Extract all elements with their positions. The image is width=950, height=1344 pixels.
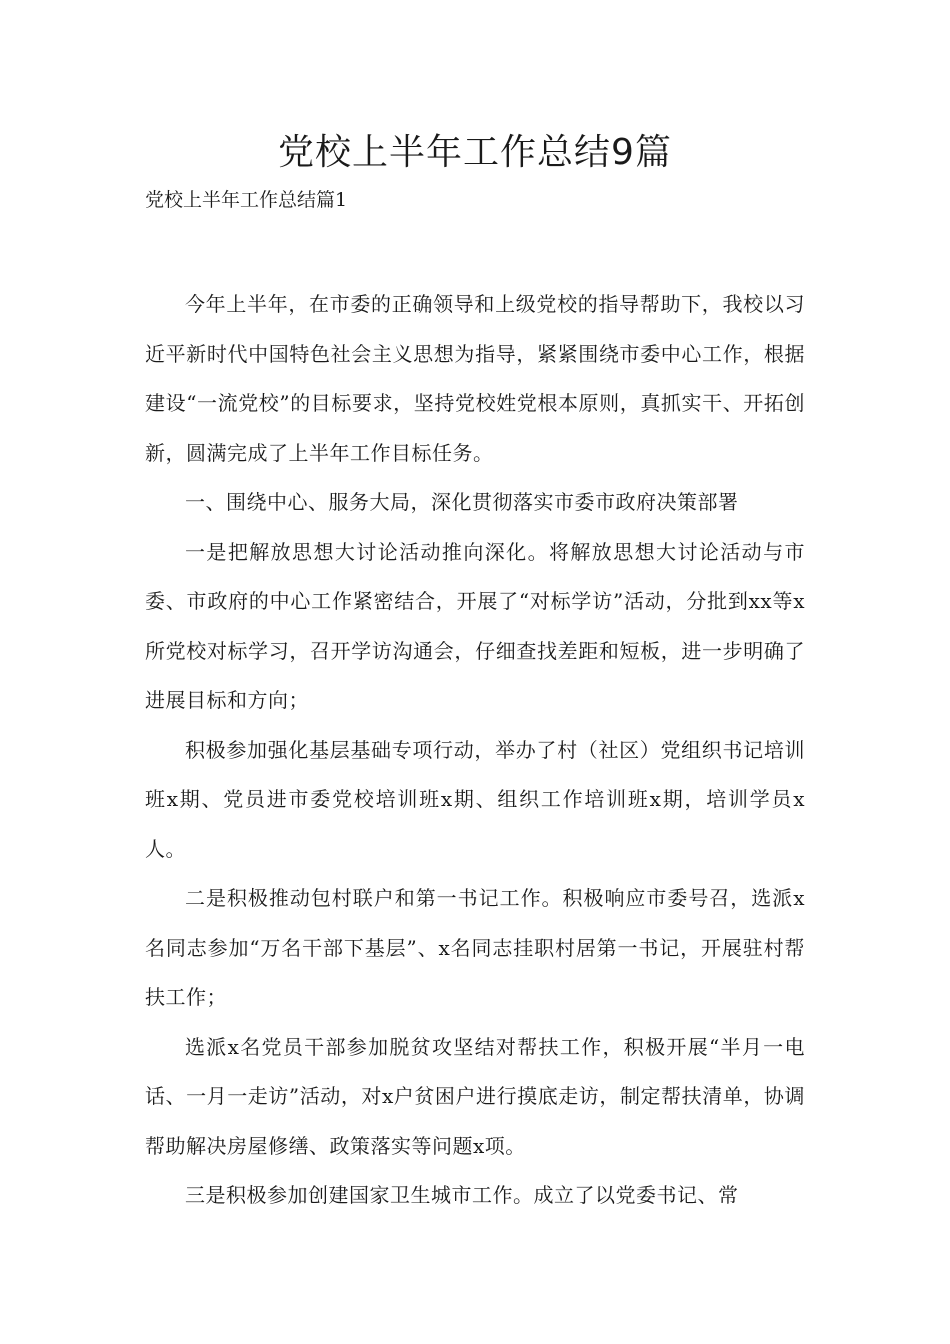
paragraph-intro: 今年上半年，在市委的正确领导和上级党校的指导帮助下，我校以习近平新时代中国特色社会主义思想为指导，紧紧围绕市委中心工作，根据建设“一流党校”的目标要求，坚持党校姓党根本原则，真抓实干、开拓创新，圆满完成了上半年工作目标任务。 <box>145 292 805 465</box>
section-heading-1: 一、围绕中心、服务大局，深化贯彻落实市委市政府决策部署 <box>185 490 739 514</box>
paragraph-training: 积极参加强化基层基础专项行动，举办了村（社区）党组织书记培训班x期、党员进市委党校培训班x期、组织工作培训班x期，培训学员x人。 <box>145 737 805 861</box>
document-body <box>145 280 805 1221</box>
paragraph-point-1: 一是把解放思想大讨论活动推向深化。将解放思想大讨论活动与市委、市政府的中心工作紧密结合，开展了“对标学访”活动，分批到xx等x所党校对标学习，召开学访沟通会，仔细查找差距和短板，进一步明确了进展目标和方向； <box>145 539 805 712</box>
section-subtitle: 党校上半年工作总结篇1 <box>145 189 348 211</box>
document-title: 党校上半年工作总结9篇 <box>278 132 672 173</box>
paragraph-point-2: 二是积极推动包村联户和第一书记工作。积极响应市委号召，选派x名同志参加“万名干部下基层”、x名同志挂职村居第一书记，开展驻村帮扶工作； <box>145 886 805 1009</box>
paragraph-point-3: 三是积极参加创建国家卫生城市工作。成立了以党委书记、常 <box>185 1183 739 1207</box>
paragraph-poverty: 选派x名党员干部参加脱贫攻坚结对帮扶工作，积极开展“半月一电话、一月一走访”活动，对x户贫困户进行摸底走访，制定帮扶清单，协调帮助解决房屋修缮、政策落实等问题x项。 <box>145 1034 805 1158</box>
